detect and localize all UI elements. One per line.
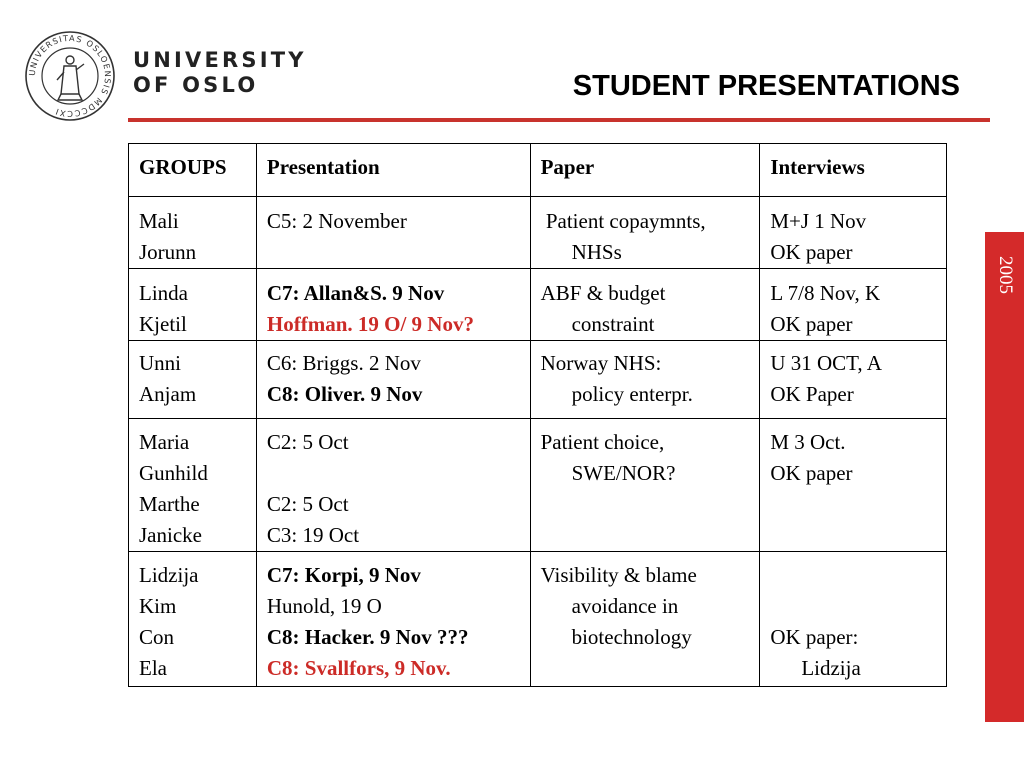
interviews-cell (760, 341, 947, 419)
interview-entry: M 3 Oct. (770, 430, 846, 454)
group-member: Marthe (139, 492, 200, 516)
table-header-row (129, 144, 947, 197)
group-member: Linda (139, 281, 188, 305)
groups-cell (129, 197, 257, 269)
header-groups: GROUPS (129, 144, 257, 197)
table-row (129, 269, 947, 341)
presentation-entry: C7: Korpi, 9 Nov (266, 563, 421, 587)
presentation-entry: C2: 5 Oct (266, 430, 349, 454)
blank-line (770, 591, 936, 622)
paper-entry: Patient choice, (540, 430, 665, 454)
presentation-cell (256, 269, 530, 341)
group-member: Ela (139, 656, 167, 680)
presentation-cell (256, 197, 530, 269)
groups-cell (129, 552, 257, 687)
table-row (129, 552, 947, 687)
group-member: Kjetil (139, 312, 187, 336)
paper-entry: constraint (571, 312, 655, 336)
blank-line (267, 458, 520, 489)
university-name-line1: UNIVERSITY (133, 48, 307, 72)
presentation-entry: C3: 19 Oct (266, 523, 360, 547)
paper-entry: ABF & budget (540, 281, 666, 305)
group-member: Lidzija (139, 563, 199, 587)
group-member: Jorunn (139, 240, 197, 264)
blank-line (770, 560, 936, 591)
groups-cell (129, 341, 257, 419)
presentations-table (128, 143, 947, 687)
paper-cell (530, 419, 760, 552)
paper-entry: avoidance in (571, 594, 679, 618)
year-side-tab (985, 232, 1024, 722)
table-row (129, 341, 947, 419)
presentation-entry-highlight: C8: Svallfors, 9 Nov. (266, 656, 451, 680)
paper-entry: SWE/NOR? (571, 461, 676, 485)
interview-entry: OK paper: (770, 625, 859, 649)
paper-entry: Visibility & blame (540, 563, 697, 587)
interviews-cell (760, 269, 947, 341)
presentation-entry: C5: 2 November (266, 209, 407, 233)
group-member: Mali (139, 209, 179, 233)
paper-cell (530, 197, 760, 269)
header-divider (128, 118, 990, 122)
table-row (129, 197, 947, 269)
paper-cell (530, 269, 760, 341)
group-member: Kim (139, 594, 177, 618)
header-presentation: Presentation (256, 144, 530, 197)
groups-cell (129, 419, 257, 552)
presentation-cell (256, 341, 530, 419)
interview-entry: OK paper (770, 312, 853, 336)
paper-entry: biotechnology (571, 625, 692, 649)
presentation-entry-highlight: Hoffman. 19 O/ 9 Nov? (266, 312, 474, 336)
university-name-line2: OF OSLO (133, 73, 259, 97)
interviews-cell (760, 419, 947, 552)
group-member: Unni (139, 351, 181, 375)
group-member: Janicke (139, 523, 202, 547)
paper-cell (530, 341, 760, 419)
university-seal-icon (24, 30, 116, 122)
page-title: STUDENT PRESENTATIONS (572, 70, 960, 102)
presentation-entry: C7: Allan&S. 9 Nov (266, 281, 445, 305)
paper-entry: Patient copaymnts, (540, 209, 706, 233)
interview-entry: Lidzija (801, 656, 861, 680)
presentation-cell (256, 419, 530, 552)
interview-entry: OK paper (770, 461, 853, 485)
group-member: Gunhild (139, 461, 208, 485)
interview-entry: L 7/8 Nov, K (770, 281, 881, 305)
groups-cell (129, 269, 257, 341)
paper-entry: Norway NHS: (540, 351, 662, 375)
interview-entry: OK paper (770, 240, 853, 264)
group-member: Anjam (139, 382, 197, 406)
paper-entry: NHSs (571, 240, 622, 264)
table-row (129, 419, 947, 552)
university-logotype (133, 48, 307, 98)
presentation-entry: C8: Hacker. 9 Nov ??? (266, 625, 469, 649)
paper-cell (530, 552, 760, 687)
interview-entry: M+J 1 Nov (770, 209, 867, 233)
paper-entry: policy enterpr. (571, 382, 693, 406)
year-label: 2005 (994, 256, 1016, 294)
interviews-cell (760, 552, 947, 687)
group-member: Con (139, 625, 175, 649)
header-interviews: Interviews (760, 144, 947, 197)
header-paper: Paper (530, 144, 760, 197)
interviews-cell (760, 197, 947, 269)
presentation-entry: Hunold, 19 O (266, 594, 382, 618)
presentation-cell (256, 552, 530, 687)
presentation-entry: C8: Oliver. 9 Nov (266, 382, 423, 406)
presentation-entry: C6: Briggs. 2 Nov (266, 351, 421, 375)
interview-entry: U 31 OCT, A (770, 351, 882, 375)
presentation-entry: C2: 5 Oct (266, 492, 349, 516)
group-member: Maria (139, 430, 190, 454)
svg-text:UNIVERSITAS OSLOENSIS MDCCCXI: UNIVERSITAS OSLOENSIS MDCCCXI (26, 32, 114, 120)
interview-entry: OK Paper (770, 382, 854, 406)
